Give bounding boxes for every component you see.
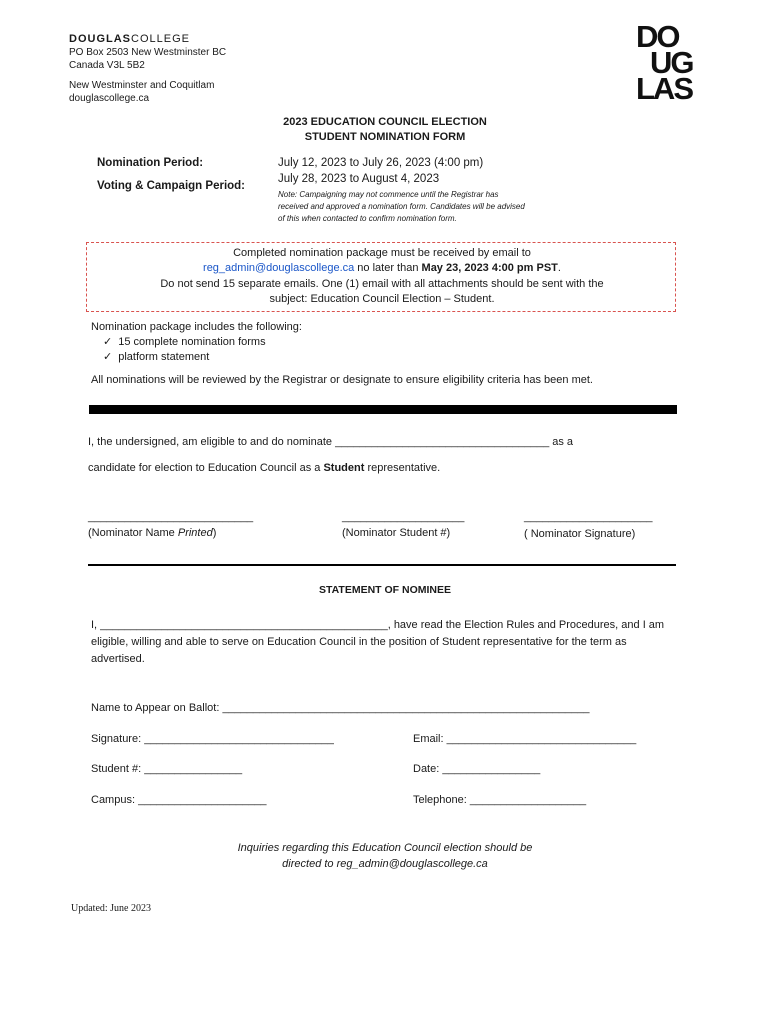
signature-field <box>91 733 334 745</box>
logo-line-1: DO <box>636 19 679 54</box>
voting-period-label: Voting & Campaign Period: <box>97 180 246 192</box>
nominator-name-blank[interactable]: ___________________________ <box>88 511 254 523</box>
label-italic: Printed <box>177 527 213 539</box>
signature-blank[interactable]: _______________________________ <box>144 733 334 745</box>
telephone-blank[interactable]: ___________________ <box>469 794 587 806</box>
nomination-line-2 <box>88 462 440 474</box>
field-label: Email: <box>413 733 447 745</box>
student-number-blank[interactable]: ________________ <box>144 763 243 775</box>
statement-divider <box>88 564 676 566</box>
inquiries-line-1: Inquiries regarding this Education Council election should be <box>237 842 533 854</box>
logo-line-3: LAS <box>636 71 692 106</box>
brand-bold: DOUGLAS <box>69 33 131 45</box>
date-blank[interactable]: ________________ <box>442 763 541 775</box>
date-field <box>413 763 540 775</box>
statement-text: I, <box>91 619 101 631</box>
nominator-student-blank[interactable]: ____________________ <box>342 511 465 523</box>
nominator-signature-label: ( Nominator Signature) <box>524 528 636 540</box>
notice-line-3: Do not send 15 separate emails. One (1) email with all attachments should be sent with the <box>160 278 604 290</box>
notice-line-4: subject: Education Council Election – Student. <box>269 293 495 305</box>
nominator-name-label <box>88 527 216 539</box>
deadline: May 23, 2023 4:00 pm PST <box>421 262 558 274</box>
review-statement: All nominations will be reviewed by the Registrar or designate to ensure eligibility criteria has been met. <box>91 374 593 386</box>
notice-text: no later than <box>354 262 422 274</box>
ballot-name-blank[interactable]: ____________________________________________________________ <box>222 702 590 714</box>
note-line: of this when contacted to confirm nomination form. <box>278 214 457 223</box>
field-label: Signature: <box>91 733 145 745</box>
email-field <box>413 733 636 745</box>
nomination-period-value: July 12, 2023 to July 26, 2023 (4:00 pm) <box>278 157 484 169</box>
nominee-self-name-blank[interactable]: _______________________________________________ <box>100 619 388 631</box>
package-item-label: platform statement <box>118 351 210 363</box>
checkmark-icon: ✓ <box>103 351 113 363</box>
updated-date: Updated: June 2023 <box>71 903 151 914</box>
nominee-name-blank[interactable]: ___________________________________ <box>335 436 550 448</box>
campus-field <box>91 794 267 806</box>
field-label: Name to Appear on Ballot: <box>91 702 223 714</box>
package-item <box>91 350 209 365</box>
checkmark-icon: ✓ <box>103 336 113 348</box>
label-text: (Nominator Name <box>88 527 178 539</box>
field-label: Telephone: <box>413 794 470 806</box>
package-intro: Nomination package includes the following: <box>91 321 302 333</box>
nomination-text: representative. <box>364 462 441 474</box>
student-bold: Student <box>323 462 365 474</box>
brand-light: COLLEGE <box>131 33 190 45</box>
package-item-label: 15 complete nomination forms <box>118 336 266 348</box>
campuses: New Westminster and Coquitlam <box>69 80 215 91</box>
form-title-line-1: 2023 EDUCATION COUNCIL ELECTION <box>283 116 487 128</box>
campus-blank[interactable]: _____________________ <box>138 794 267 806</box>
telephone-field <box>413 794 586 806</box>
ballot-name-field <box>91 702 590 714</box>
statement-text: , have read the Election Rules and Procedures, and I am eligible, willing and able to serve on Education Council in the position of Student representative for the term as advertised. <box>91 619 665 665</box>
note-line: received and approved a nomination form. Candidates will be advised <box>278 202 525 211</box>
notice-line-2 <box>86 261 678 276</box>
address-line-1: PO Box 2503 New Westminster BC <box>69 47 227 58</box>
inquiries-line-2: directed to reg_admin@douglascollege.ca <box>282 858 488 870</box>
field-label: Student #: <box>91 763 145 775</box>
label-text: ) <box>212 527 217 539</box>
registrar-email-link[interactable]: reg_admin@douglascollege.ca <box>203 262 355 274</box>
note-line: Note: Campaigning may not commence until the Registrar has <box>278 190 499 199</box>
statement-paragraph <box>91 617 676 668</box>
college-name <box>69 33 190 45</box>
nomination-line-1 <box>88 436 573 448</box>
address-line-2: Canada V3L 5B2 <box>69 60 145 71</box>
email-blank[interactable]: _______________________________ <box>446 733 637 745</box>
logo-line-2: UG <box>650 45 693 80</box>
form-title-line-2: STUDENT NOMINATION FORM <box>304 131 466 143</box>
nomination-text: candidate for election to Education Council as a <box>88 462 324 474</box>
student-number-field <box>91 763 242 775</box>
package-item <box>91 335 266 350</box>
nominator-student-label: (Nominator Student #) <box>342 527 451 539</box>
nomination-text: as a <box>549 436 574 448</box>
douglas-logo <box>636 19 716 106</box>
nomination-period-label: Nomination Period: <box>97 157 204 169</box>
notice-text: . <box>557 262 561 274</box>
field-label: Campus: <box>91 794 139 806</box>
section-divider <box>89 405 677 414</box>
campaign-note <box>278 189 588 225</box>
nominator-signature-blank[interactable]: _____________________ <box>524 511 653 523</box>
nomination-text: I, the undersigned, am eligible to and do nominate <box>88 436 336 448</box>
notice-line-1: Completed nomination package must be received by email to <box>233 247 531 259</box>
website: douglascollege.ca <box>69 93 150 104</box>
statement-title: STATEMENT OF NOMINEE <box>318 584 452 596</box>
field-label: Date: <box>413 763 443 775</box>
voting-period-value: July 28, 2023 to August 4, 2023 <box>278 173 440 185</box>
